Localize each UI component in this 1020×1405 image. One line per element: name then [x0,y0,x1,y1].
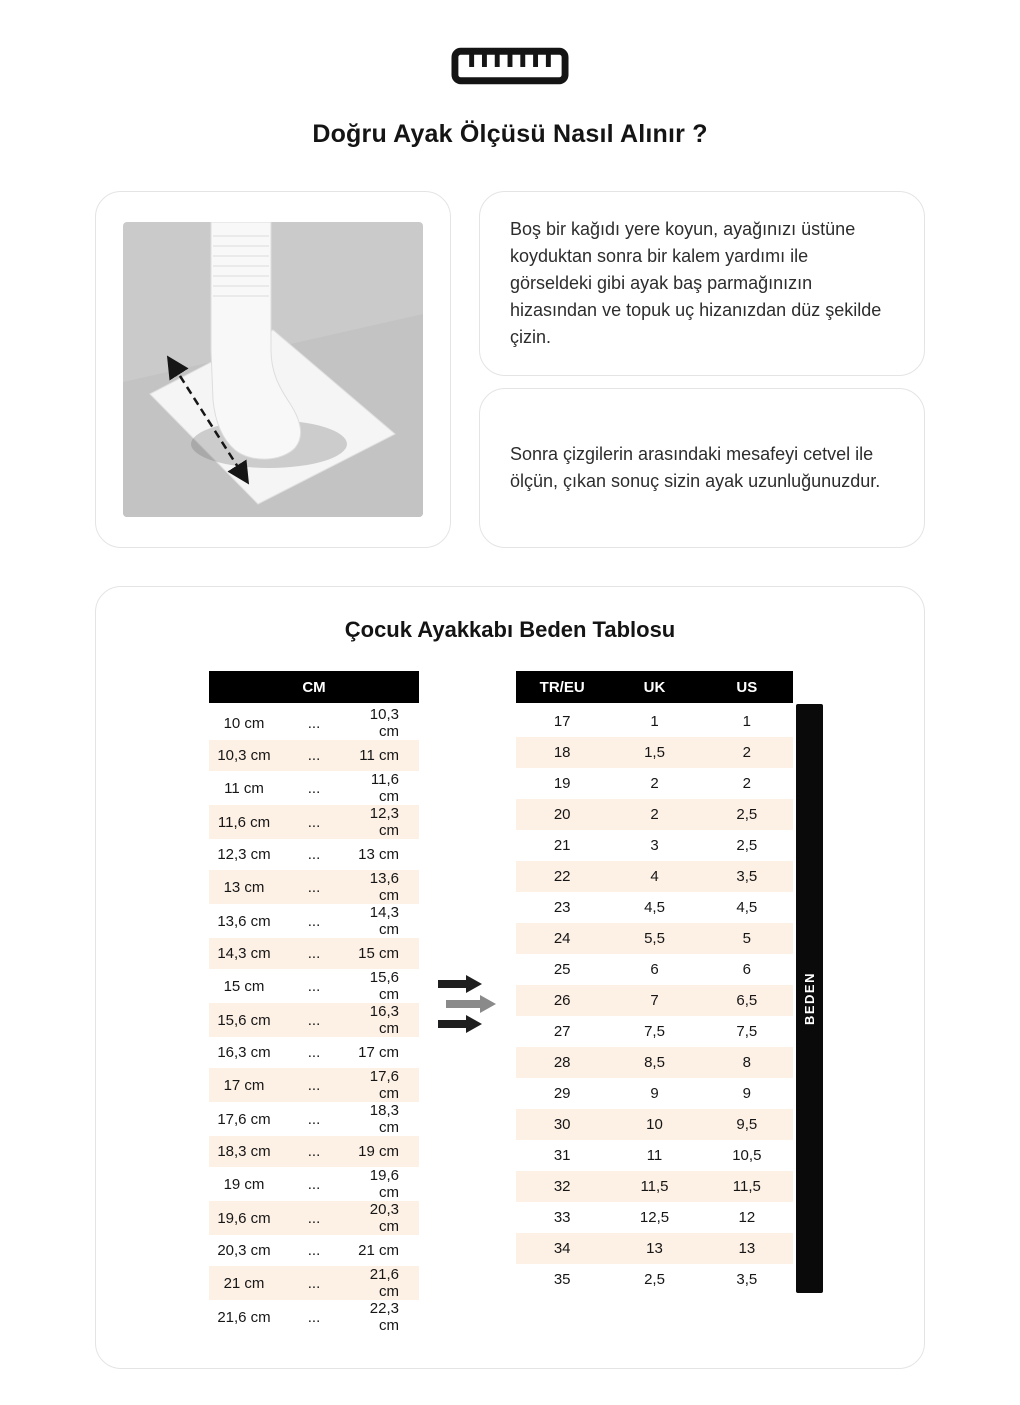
size-us-cell: 3,5 [736,1271,758,1288]
instruction-step-2-text: Sonra çizgilerin arasındaki mesafeyi cetvel ile ölçün, çıkan sonuç sizin ayak uzunluğunuzdur. [510,444,881,491]
cm-range-to-cell: 15,6 cm [369,969,399,1003]
foot-measurement-photo [123,222,423,517]
size-table-row [516,1078,793,1109]
size-us-cell: 9,5 [701,1109,793,1140]
size-uk-cell: 6 [650,961,659,978]
cm-range-from-cell: 21 cm [209,1266,279,1300]
cm-range-from-cell: 20,3 cm [217,1242,271,1259]
size-uk-cell: 7 [608,985,700,1016]
cm-range-dots-cell: ... [279,1068,349,1102]
size-us-cell: 6,5 [701,985,793,1016]
size-tr-eu-cell: 24 [516,923,608,954]
ruler-icon [0,46,1020,86]
size-uk-cell: 3 [650,837,659,854]
transfer-arrows-icon [419,972,516,1034]
cm-range-dots-cell: ... [279,870,349,904]
beden-label: BEDEN [802,971,817,1025]
size-table-row [516,892,793,923]
cm-table-body [209,705,419,1335]
size-us-cell: 7,5 [736,1023,758,1040]
cm-table-header: CM [209,671,419,705]
cm-table-row [209,740,419,771]
cm-range-to-cell: 20,3 cm [349,1201,419,1235]
cm-range-dots-cell: ... [307,846,321,863]
cm-range-to-cell: 10,3 cm [369,706,399,740]
size-table-card [95,586,925,1369]
cm-table-row [209,938,419,969]
size-table-row [516,768,793,799]
cm-table-row [209,1102,419,1136]
size-uk-cell: 1 [650,713,659,730]
cm-table-row [209,1003,419,1037]
size-tr-eu-cell: 29 [553,1085,571,1102]
size-tr-eu-cell: 33 [553,1209,571,1226]
cm-range-from-cell: 14,3 cm [209,938,279,969]
cm-table-header-row [209,671,419,705]
page-title: Doğru Ayak Ölçüsü Nasıl Alınır ? [312,120,708,148]
cm-range-from-cell: 17,6 cm [217,1110,271,1128]
cm-range-to-cell: 21,6 cm [349,1266,419,1300]
cm-range-to-cell: 17,6 cm [349,1068,419,1102]
cm-table-row [209,839,419,870]
cm-range-from-cell: 12,3 cm [217,846,271,863]
cm-table-row [209,805,419,839]
cm-range-from-cell: 18,3 cm [209,1136,279,1167]
cm-range-to-cell: 22,3 cm [369,1300,399,1334]
cm-table-row [209,1068,419,1102]
size-us-cell: 2,5 [736,837,758,854]
size-table-row [516,1047,793,1078]
cm-table [209,671,419,1334]
size-tr-eu-cell: 23 [553,899,571,916]
size-table-row [516,1202,793,1233]
cm-range-dots-cell: ... [279,740,349,771]
cm-table-row [209,969,419,1003]
size-uk-cell: 7,5 [644,1023,665,1040]
cm-range-to-cell: 21 cm [358,1242,399,1259]
size-us-cell: 4,5 [736,899,758,916]
cm-range-dots-cell: ... [307,977,321,995]
cm-range-dots-cell: ... [307,912,321,930]
cm-range-to-cell: 16,3 cm [349,1003,419,1037]
cm-range-from-cell: 21,6 cm [217,1308,271,1326]
size-uk-cell: 1,5 [608,737,700,768]
cm-range-from-cell: 11 cm [224,779,264,797]
measurement-instructions-section [95,191,925,548]
size-uk-cell: 4 [608,861,700,892]
size-conversion-table [516,671,793,1295]
cm-table-row [209,771,419,805]
size-uk-cell: 4,5 [644,899,665,916]
size-uk-cell: 2 [608,799,700,830]
size-tr-eu-cell: 27 [553,1023,571,1040]
size-table-row [516,954,793,985]
size-uk-cell: 2 [650,775,659,792]
cm-range-from-cell: 17 cm [209,1068,279,1102]
size-uk-cell: 13 [608,1233,700,1264]
instruction-step-2 [479,388,925,548]
size-table-row [516,985,793,1016]
size-tr-eu-cell: 34 [516,1233,608,1264]
size-us-cell: 11,5 [701,1171,793,1202]
cm-range-to-cell: 18,3 cm [369,1102,399,1136]
size-table-row [516,1171,793,1202]
size-us-cell: 8 [701,1047,793,1078]
size-uk-cell: 2,5 [644,1271,665,1288]
size-table-row [516,737,793,768]
cm-range-to-cell: 11,6 cm [370,771,399,805]
size-table-row [516,1109,793,1140]
cm-range-to-cell: 12,3 cm [349,805,419,839]
instruction-steps [479,191,925,548]
size-us-cell: 9 [742,1085,751,1102]
size-table-title: Çocuk Ayakkabı Beden Tablosu [344,617,676,642]
size-uk-cell: 11 [646,1147,663,1164]
instruction-step-1 [479,191,925,376]
cm-range-from-cell: 10 cm [223,714,265,732]
size-table-row [516,705,793,738]
size-uk-cell: 5,5 [608,923,700,954]
cm-range-dots-cell: ... [279,938,349,969]
size-table-row [516,1233,793,1264]
cm-range-dots-cell: ... [279,1136,349,1167]
size-tr-eu-cell: 30 [516,1109,608,1140]
cm-table-row [209,1201,419,1235]
size-tr-eu-cell: 31 [553,1147,571,1164]
size-table-row [516,1140,793,1171]
cm-range-to-cell: 15 cm [349,938,419,969]
size-table-row [516,1264,793,1295]
cm-range-from-cell: 11,6 cm [209,805,279,839]
cm-range-to-cell: 17 cm [358,1044,399,1061]
cm-range-dots-cell: ... [307,1308,321,1326]
cm-range-to-cell: 11 cm [349,740,419,771]
size-us-cell: 13 [701,1233,793,1264]
foot-photo-card [95,191,451,548]
cm-range-dots-cell: ... [279,1003,349,1037]
cm-range-dots-cell: ... [307,779,321,797]
cm-table-row [209,1235,419,1266]
cm-table-row [209,1300,419,1334]
size-tr-eu-cell: 32 [516,1171,608,1202]
cm-range-dots-cell: ... [279,1266,349,1300]
cm-range-to-cell: 14,3 cm [369,904,399,938]
size-tr-eu-cell: 35 [553,1271,571,1288]
cm-table-row [209,1167,419,1201]
cm-range-to-cell: 19,6 cm [369,1167,399,1201]
size-uk-cell: 9 [650,1085,659,1102]
size-us-cell: 10,5 [732,1147,762,1164]
size-us-cell: 3,5 [701,861,793,892]
cm-range-from-cell: 13,6 cm [217,912,271,930]
size-uk-cell: 12,5 [639,1209,670,1226]
size-tr-eu-cell: 17 [553,713,571,730]
size-tr-eu-cell: 20 [516,799,608,830]
size-table-row [516,799,793,830]
size-us-cell: 5 [701,923,793,954]
size-uk-cell: 11,5 [608,1171,700,1202]
cm-range-from-cell: 13 cm [209,870,279,904]
size-tables-row [96,671,924,1334]
size-tr-eu-cell: 21 [553,837,571,854]
cm-table-row [209,705,419,741]
cm-range-from-cell: 16,3 cm [217,1044,271,1061]
size-table-header-row [516,671,793,705]
page-header [0,46,1020,149]
cm-range-from-cell: 19 cm [223,1175,265,1193]
cm-range-from-cell: 15,6 cm [209,1003,279,1037]
size-header-tr-eu: TR/EU [516,671,608,705]
cm-table-row [209,1037,419,1068]
size-tr-eu-cell: 18 [516,737,608,768]
size-us-cell: 2,5 [701,799,793,830]
cm-range-to-cell: 13,6 cm [349,870,419,904]
cm-range-dots-cell: ... [279,1201,349,1235]
size-uk-cell: 8,5 [608,1047,700,1078]
size-table-row [516,923,793,954]
size-table-row [516,861,793,892]
size-uk-cell: 10 [608,1109,700,1140]
cm-range-dots-cell: ... [307,714,321,732]
cm-range-from-cell: 10,3 cm [209,740,279,771]
cm-range-from-cell: 19,6 cm [209,1201,279,1235]
cm-range-dots-cell: ... [307,1044,321,1061]
size-tr-eu-cell: 26 [516,985,608,1016]
size-table-body [516,705,793,1296]
size-header-uk: UK [608,671,700,705]
size-tr-eu-cell: 22 [516,861,608,892]
cm-table-row [209,1136,419,1167]
size-header-us: US [701,671,793,705]
cm-range-from-cell: 15 cm [223,977,265,995]
size-table-row [516,830,793,861]
size-tr-eu-cell: 19 [553,775,571,792]
cm-range-dots-cell: ... [307,1110,321,1128]
cm-table-row [209,870,419,904]
cm-range-dots-cell: ... [307,1175,321,1193]
cm-range-dots-cell: ... [279,805,349,839]
size-us-cell: 12 [738,1209,756,1226]
size-us-cell: 1 [742,713,751,730]
size-tr-eu-cell: 28 [516,1047,608,1078]
cm-range-dots-cell: ... [307,1242,321,1259]
cm-range-to-cell: 13 cm [358,846,399,863]
beden-side-bar [796,704,823,1293]
size-us-cell: 2 [742,775,751,792]
size-tr-eu-cell: 25 [553,961,571,978]
size-table-row [516,1016,793,1047]
cm-table-row [209,1266,419,1300]
cm-range-to-cell: 19 cm [349,1136,419,1167]
size-us-cell: 6 [742,961,751,978]
cm-table-row [209,904,419,938]
size-us-cell: 2 [701,737,793,768]
instruction-step-1-text: Boş bir kağıdı yere koyun, ayağınızı üstüne koyduktan sonra bir kalem yardımı ile görseldeki gibi ayak baş parmağınızın hizasından ve topuk uç hizanızdan düz şekilde çizin. [510,219,882,347]
